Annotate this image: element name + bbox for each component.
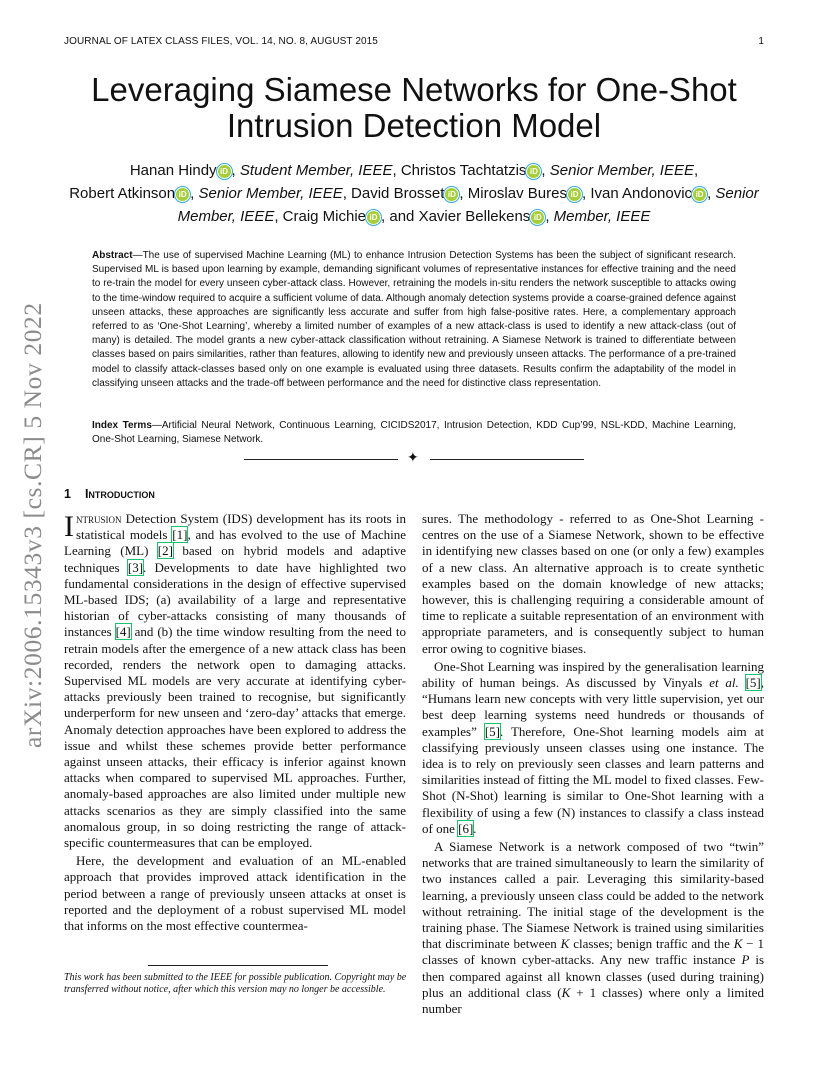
math-var: K	[560, 936, 570, 952]
footnote-text: This work has been submitted to the IEEE for possible publication. Copyright may be transferred without notice, after which this version may no longer be accessible.	[64, 972, 407, 995]
author-name: Ivan Andonovic	[590, 185, 693, 202]
citation-link[interactable]: [6]	[458, 820, 474, 836]
citation-link[interactable]: [4]	[115, 624, 131, 640]
text-run: . Therefore, One-Shot learning models aim at classifying previously unseen classes using one instance. The idea is to rely on previously seen classes and learn patterns and similarities instead of fitting the ML model to fixed classes. Few-Shot (N-Shot) learning is similar to One-Shot learning with a flexibility of using a few (N) instances to classify a class instead of one	[422, 723, 764, 836]
footnote-rule	[148, 965, 328, 966]
text-run: and (b) the time window resulting from the need to retrain models after the emergence of a new attack class has been recorded, renders the network open to damaging attacks. Supervised ML models are very accurate at identifying cyber-attacks previously been trained to recognise, but significantly underperform for new unseen and ‘zero-day’ attacks that emerge. Anomaly detection approaches have been explored to address the issue and whilst these schemes provide better performance against unseen attacks, their efficacy is inferior against known attacks when compared to supervised ML approaches. Further, anomaly-based approaches are also limited under multiple new attacks scenarios as they are simply classified into the same anomalous group, in so doing restricting the range of attack-specific countermeasures that can be employed.	[64, 624, 406, 851]
section-number: 1	[64, 487, 71, 501]
divider-rule-right	[430, 459, 584, 460]
author-name: David Brosset	[351, 185, 445, 202]
text-run: based on hybrid models and adaptive techniques	[64, 543, 406, 575]
orcid-icon[interactable]: iD	[367, 211, 380, 224]
orcid-icon[interactable]: iD	[445, 188, 458, 201]
left-column	[64, 511, 406, 934]
abstract-text: —The use of supervised Machine Learning (ML) to enhance Intrusion Detection Systems has been the subject of significant research. Supervised ML is based upon learning by example, demanding significant volumes of representative instances for effective training and the need to re-train the model for every unseen cyber-attack class. However, retraining the models in-situ renders the network susceptible to attacks owing to the time-window required to acquire a sufficient volume of data. Although anomaly detection systems provide a coarse-grained defence against unseen attacks, these approaches are significantly less accurate and suffer from high false-positive rates. Here, a complementary approach referred to as ‘One-Shot Learning’, whereby a limited number of examples of a new attack-class is used to identify a new attack-class (out of many) is detailed. The model grants a new cyber-attack classification without retraining. A Siamese Network is trained to differentiate between classes based on pairs similarities, rather than features, allowing to identify new and previously unseen attacks. The performance of a pre-trained model to classify attack-classes based only on one example is evaluated using three datasets. Results confirm the adaptability of the model in classifying unseen attacks and the trade-off between performance and the need for distinctive class representation.	[92, 250, 736, 389]
orcid-icon[interactable]: iD	[693, 188, 706, 201]
text-run: + 1 classes) where only a limited number	[422, 984, 765, 1017]
authors-and: and	[389, 208, 415, 225]
author-role: Senior Member, IEEE	[198, 185, 343, 202]
text-run: classes; benign traffic and the	[569, 936, 734, 952]
author-name: Hanan Hindy	[129, 162, 217, 179]
abstract-label: Abstract	[92, 250, 133, 261]
author-list: Hanan Hindy iD , Student Member, IEEE, Christos Tachtatzis iD , Senior Member, IEEE, Robert Atkinson iD , Senior Member, IEEE, David Brosset iD , Miroslav Bures iD , Ivan Andonovic iD , Senior Member, IEEE, Craig Michie iD , and Xavier Bellekens iD , Member, IEEE	[69, 162, 759, 225]
text-run: . Developments to date have highlighted two fundamental considerations in the design of effective supervised ML-based IDS; (a) availability of a large and representative historian of cyber-attacks consisting of many thousands of instances	[64, 559, 406, 640]
orcid-icon[interactable]: iD	[176, 188, 189, 201]
abstract	[92, 249, 736, 391]
orcid-icon[interactable]: iD	[568, 188, 581, 201]
orcid-icon[interactable]: iD	[531, 211, 544, 224]
index-terms-text: —Artificial Neural Network, Continuous Learning, CICIDS2017, Intrusion Detection, KDD Cup’99, NSL-KDD, Machine Learning, One-Shot Learning, Siamese Network.	[92, 420, 737, 446]
author-name: Xavier Bellekens	[418, 208, 531, 225]
text-run: .	[473, 820, 477, 836]
divider-rule-left	[244, 459, 398, 460]
running-head	[64, 36, 764, 47]
dropcap: I	[64, 510, 74, 543]
author-name: Robert Atkinson	[69, 185, 176, 202]
citation-link[interactable]: [2]	[157, 543, 173, 559]
math-var: K	[561, 984, 571, 1000]
text-run: , “Humans learn new concepts with very little supervision, yet our best deep learning systems need hundreds or thousands of examples”	[422, 675, 765, 739]
footnote	[64, 965, 408, 996]
paper-title: Leveraging Siamese Networks for One-Shot Intrusion Detection Model	[91, 71, 737, 144]
paragraph	[422, 839, 764, 1017]
divider-star-icon: ✦	[407, 451, 419, 466]
orcid-icon[interactable]: iD	[527, 165, 540, 178]
section-divider	[244, 453, 584, 467]
text-run: − 1 classes of known cyber-attacks. Any new traffic instance	[422, 936, 764, 968]
author-role: Senior Member, IEEE	[177, 185, 759, 225]
text-run: Detection System (IDS) development has its roots in statistical models	[76, 511, 406, 543]
author-role: Senior Member, IEEE	[549, 162, 694, 179]
text-run: is then compared against all known classes (used during training) plus an additional class (	[422, 952, 765, 1000]
author-name: Christos Tachtatzis	[400, 162, 527, 179]
section-title: Introduction	[84, 487, 155, 501]
citation-link[interactable]: [3]	[127, 559, 144, 575]
index-terms	[92, 419, 736, 447]
right-column	[422, 511, 764, 1017]
text-run: , and has evolved to the use of Machine Learning (ML)	[64, 527, 406, 559]
first-word: ntrusion	[76, 511, 122, 526]
text-run: A Siamese Network is a network composed of two “twin” networks that are trained simultaneously to learn the similarity of two instances called a pair. Leveraging this similarity-based learning, a previously unseen class could be added to the network without retraining. The initial stage of the development is the training phase. The Siamese Network is trained using similarities that discriminate between	[422, 839, 764, 952]
journal-name: JOURNAL OF LATEX CLASS FILES, VOL. 14, NO. 8, AUGUST 2015	[64, 36, 378, 47]
author-role: Student Member, IEEE	[239, 162, 393, 179]
text-run: One-Shot Learning was inspired by the generalisation learning ability of human beings. As discussed by Vinyals	[422, 658, 764, 691]
citation-link[interactable]: [1]	[172, 527, 188, 543]
arxiv-stamp: arXiv:2006.15343v3 [cs.CR] 5 Nov 2022	[18, 302, 47, 748]
page-number: 1	[758, 36, 764, 47]
math-var: P	[741, 952, 750, 968]
orcid-icon[interactable]: iD	[218, 165, 231, 178]
citation-link[interactable]: [5]	[745, 675, 761, 691]
paragraph: Here, the development and evaluation of an ML-enabled approach that provides improved attack identification in the period between a range of previously unseen attacks at onset is reported and the deployment of a robust supervised ML model that informs on the most effective countermea-	[64, 853, 406, 934]
math-var: K	[733, 936, 743, 952]
index-terms-label: Index Terms	[92, 420, 152, 431]
paragraph: sures. The methodology - referred to as One-Shot Learning - centres on the use of a Siamese Network, shown to be effective in identifying new classes based on one (or only a few) examples of a new class. An alternative approach is to create synthetic examples based on the domain knowledge of new attacks; however, this is challenging requiring a considerable amount of time to replicate a suitable representation of an environment with appropriate parameters, and is consequently subject to human error owing to cognitive biases.	[422, 511, 764, 656]
author-name: Miroslav Bures	[467, 185, 567, 202]
paragraph	[64, 511, 406, 851]
author-role: Member, IEEE	[553, 208, 651, 225]
section-heading	[64, 487, 155, 501]
citation-link[interactable]: [5]	[484, 723, 500, 739]
author-name: Craig Michie	[282, 208, 367, 225]
paragraph	[422, 659, 764, 837]
text-run: et al.	[709, 675, 739, 691]
